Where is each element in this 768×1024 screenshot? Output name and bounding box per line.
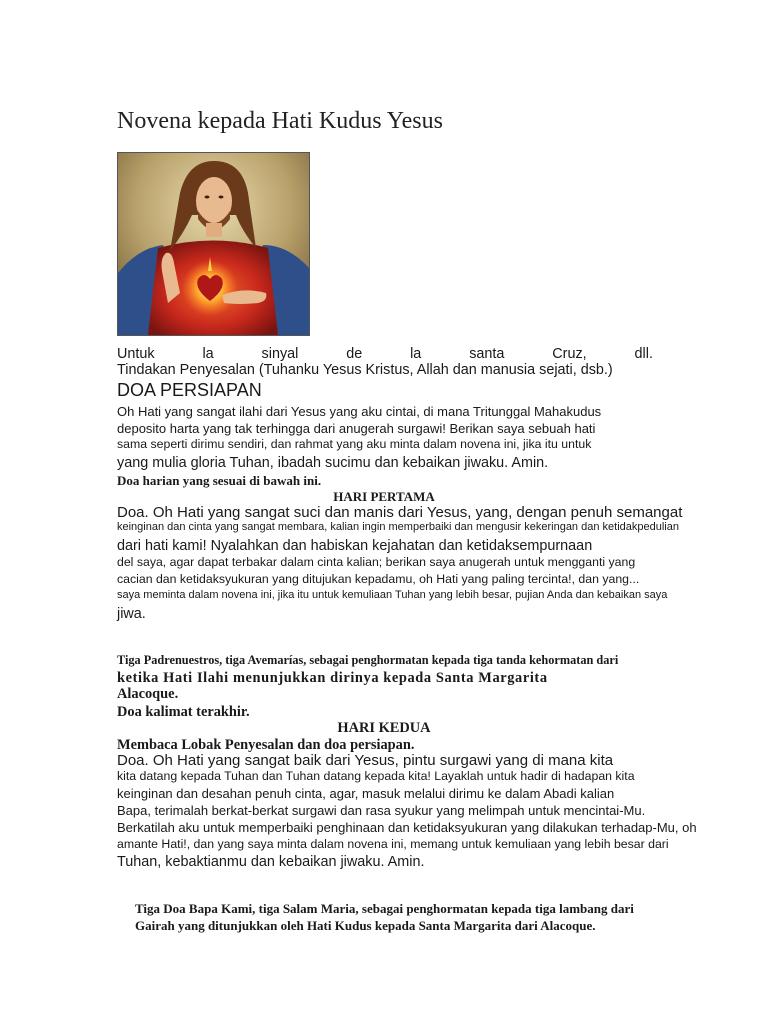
intro-word: Cruz,: [552, 346, 587, 362]
note-line: Alacoque.: [117, 686, 179, 702]
intro-word: dll.: [634, 346, 653, 362]
day-heading: HARI PERTAMA: [333, 489, 435, 504]
paragraph-line: amante Hati!, dan yang saya minta dalam novena ini, memang untuk kemuliaan yang lebih besar dari: [117, 837, 669, 851]
intro-word: Untuk: [117, 346, 155, 362]
paragraph-line: yang mulia gloria Tuhan, ibadah sucimu dan kebaikan jiwaku. Amin.: [117, 455, 549, 471]
paragraph-line: Tuhan, kebaktianmu dan kebaikan jiwaku. Amin.: [117, 854, 425, 870]
intro-word: de: [346, 346, 363, 362]
paragraph-line: keinginan dan cinta yang sangat membara, kalian ingin memperbaiki dan mengusir kekeringan dan ketidakpedulian: [117, 521, 679, 533]
intro-word: santa: [469, 346, 505, 362]
note-line: Tiga Padrenuestros, tiga Avemarías, sebagai penghormatan kepada tiga tanda kehormatan dari: [117, 653, 619, 667]
sacred-heart-image: [117, 152, 310, 336]
intro-word: sinyal: [261, 346, 299, 362]
paragraph-line: Bapa, terimalah berkat-berkat surgawi dan rasa syukur yang melimpah untuk mencintai-Mu.: [117, 803, 646, 818]
paragraph-line: cacian dan ketidaksyukuran yang ditujukan kepadamu, oh Hati yang paling tercinta!, dan yang...: [117, 572, 640, 586]
paragraph-line: Doa harian yang sesuai di bawah ini.: [117, 473, 322, 488]
intro-line-1: [117, 346, 653, 362]
day-heading: HARI KEDUA: [337, 720, 431, 736]
intro-word: la: [202, 346, 214, 362]
paragraph-line: saya meminta dalam novena ini, jika itu untuk kemuliaan Tuhan yang lebih besar, pujian Anda dan kebaikan saya: [117, 589, 668, 601]
paragraph-line: Berkatilah aku untuk memperbaiki penghinaan dan ketidaksyukuran yang dilakukan terhadap-Mu, oh: [117, 820, 697, 835]
paragraph-line: Doa. Oh Hati yang sangat baik dari Yesus, pintu surgawi yang di mana kita: [117, 752, 614, 769]
note-line: ketika Hati Ilahi menunjukkan dirinya kepada Santa Margarita: [117, 670, 548, 686]
note-line: Gairah yang ditunjukkan oleh Hati Kudus kepada Santa Margarita dari Alacoque.: [135, 918, 596, 933]
paragraph-line: Membaca Lobak Penyesalan dan doa persiapan.: [117, 737, 415, 753]
paragraph-line: jiwa.: [117, 606, 146, 622]
paragraph-line: sama seperti dirimu sendiri, dan rahmat yang aku minta dalam novena ini, jika itu untuk: [117, 437, 592, 451]
paragraph-line: Doa. Oh Hati yang sangat suci dan manis dari Yesus, yang, dengan penuh semangat: [117, 504, 683, 521]
intro-word: la: [410, 346, 422, 362]
paragraph-line: kita datang kepada Tuhan dan Tuhan datang kepada kita! Layaklah untuk hadir di hadapan kita: [117, 769, 635, 783]
note-line: Doa kalimat terakhir.: [117, 704, 250, 720]
paragraph-line: dari hati kami! Nyalahkan dan habiskan kejahatan dan ketidaksempurnaan: [117, 538, 593, 554]
note-line: Tiga Doa Bapa Kami, tiga Salam Maria, sebagai penghormatan kepada tiga lambang dari: [135, 901, 634, 916]
page-title: Novena kepada Hati Kudus Yesus: [117, 108, 443, 134]
paragraph-line: del saya, agar dapat terbakar dalam cinta kalian; berikan saya anugerah untuk mengganti yang: [117, 555, 636, 569]
section-heading: DOA PERSIAPAN: [117, 380, 262, 400]
paragraph-line: Oh Hati yang sangat ilahi dari Yesus yang aku cintai, di mana Tritunggal Mahakudus: [117, 404, 602, 419]
paragraph-line: keinginan dan desahan penuh cinta, agar, masuk melalui dirimu ke dalam Abadi kalian: [117, 786, 615, 801]
paragraph-line: deposito harta yang tak terhingga dari anugerah surgawi! Berikan saya sebuah hati: [117, 421, 596, 436]
intro-line-2: Tindakan Penyesalan (Tuhanku Yesus Kristus, Allah dan manusia sejati, dsb.): [117, 362, 613, 378]
